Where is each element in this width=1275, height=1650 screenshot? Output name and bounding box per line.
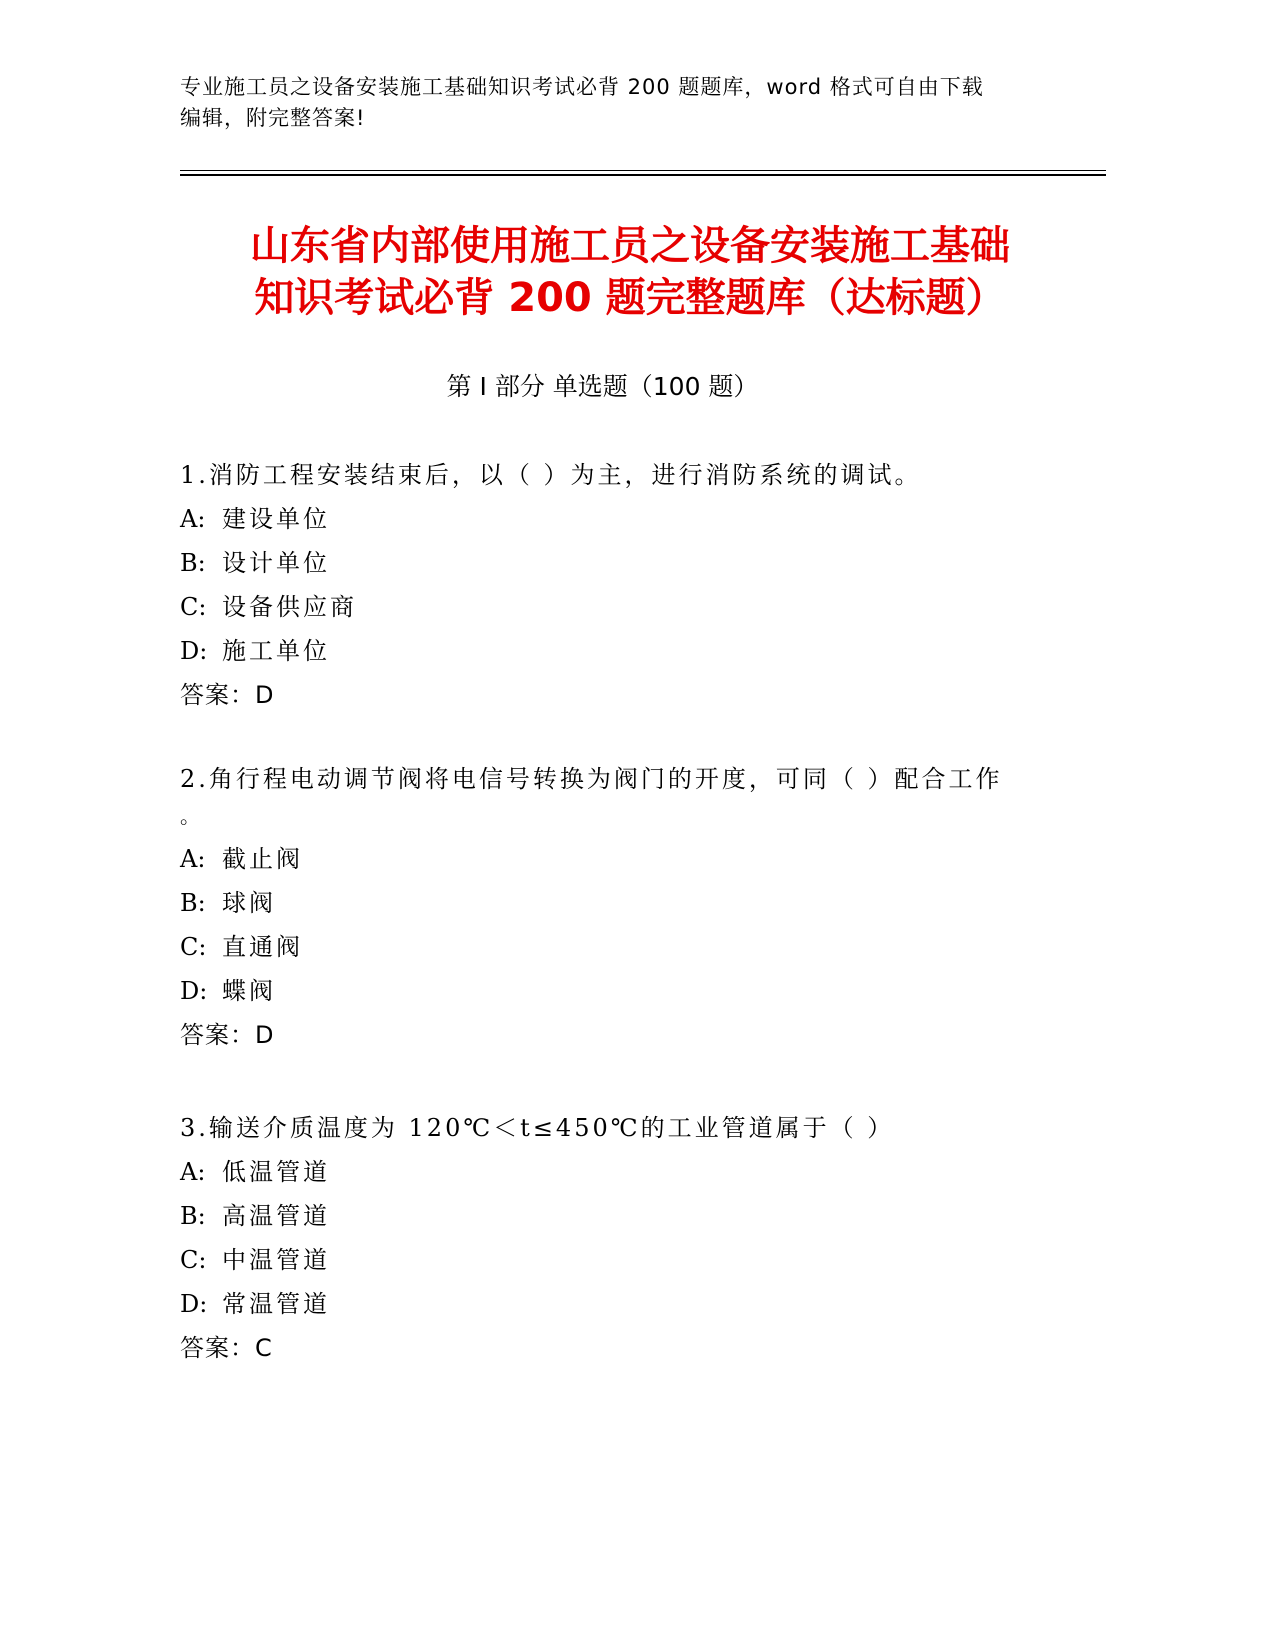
option-key: A:: [180, 505, 206, 533]
question-option-a: [180, 497, 1050, 541]
option-key: D:: [180, 1290, 208, 1318]
option-key: C:: [180, 1246, 207, 1274]
question-answer: 答案：D: [180, 1021, 275, 1049]
option-text: 蝶阀: [222, 977, 276, 1005]
question-option-a: [180, 837, 1050, 881]
option-text: 常温管道: [222, 1290, 330, 1318]
document-title-line-2: 知识考试必背 200 题完整题库（达标题）: [254, 275, 1006, 321]
option-text: 直通阀: [222, 933, 303, 961]
option-key: B:: [180, 549, 206, 577]
option-text: 设备供应商: [222, 593, 357, 621]
question-2: [180, 757, 1050, 1057]
question-option-d: [180, 969, 1050, 1013]
option-text: 球阀: [222, 889, 276, 917]
option-key: C:: [180, 593, 207, 621]
question-answer: 答案：D: [180, 681, 275, 709]
option-key: D:: [180, 637, 208, 665]
option-key: B:: [180, 889, 206, 917]
question-stem: 2.角行程电动调节阀将电信号转换为阀门的开度，可同（ ）配合工作: [180, 765, 1003, 793]
question-option-a: [180, 1150, 1050, 1194]
option-key: A:: [180, 845, 206, 873]
option-text: 中温管道: [222, 1246, 330, 1274]
question-option-b: [180, 881, 1050, 925]
option-key: B:: [180, 1202, 206, 1230]
header-note: [180, 72, 1060, 134]
option-text: 低温管道: [222, 1158, 330, 1186]
header-rule-bottom: [180, 174, 1106, 176]
question-option-c: [180, 585, 1050, 629]
question-option-c: [180, 1238, 1050, 1282]
question-1: [180, 453, 1050, 717]
question-3: [180, 1106, 1050, 1370]
question-option-c: [180, 925, 1050, 969]
document-title-line-1: 山东省内部使用施工员之设备安装施工基础: [250, 223, 1010, 269]
option-key: C:: [180, 933, 207, 961]
option-key: A:: [180, 1158, 206, 1186]
header-note-line-2: 编辑，附完整答案!: [180, 106, 366, 130]
option-key: D:: [180, 977, 208, 1005]
question-option-b: [180, 1194, 1050, 1238]
document-title: [150, 220, 1110, 324]
section-heading: 第 I 部分 单选题（100 题）: [446, 372, 759, 401]
option-text: 设计单位: [222, 549, 330, 577]
option-text: 建设单位: [222, 505, 330, 533]
header-rule-top: [180, 170, 1106, 171]
question-stem: 1.消防工程安装结束后，以（ ）为主，进行消防系统的调试。: [180, 461, 922, 489]
question-option-b: [180, 541, 1050, 585]
option-text: 截止阀: [222, 845, 303, 873]
option-text: 施工单位: [222, 637, 330, 665]
header-note-line-1: 专业施工员之设备安装施工基础知识考试必背 200 题题库，word 格式可自由下载: [180, 75, 984, 99]
question-answer: 答案：C: [180, 1334, 273, 1362]
option-text: 高温管道: [222, 1202, 330, 1230]
question-option-d: [180, 1282, 1050, 1326]
question-stem: 3.输送介质温度为 120℃＜t≤450℃的工业管道属于（ ）: [180, 1114, 895, 1142]
question-option-d: [180, 629, 1050, 673]
question-stem-continuation: 。: [180, 804, 200, 828]
